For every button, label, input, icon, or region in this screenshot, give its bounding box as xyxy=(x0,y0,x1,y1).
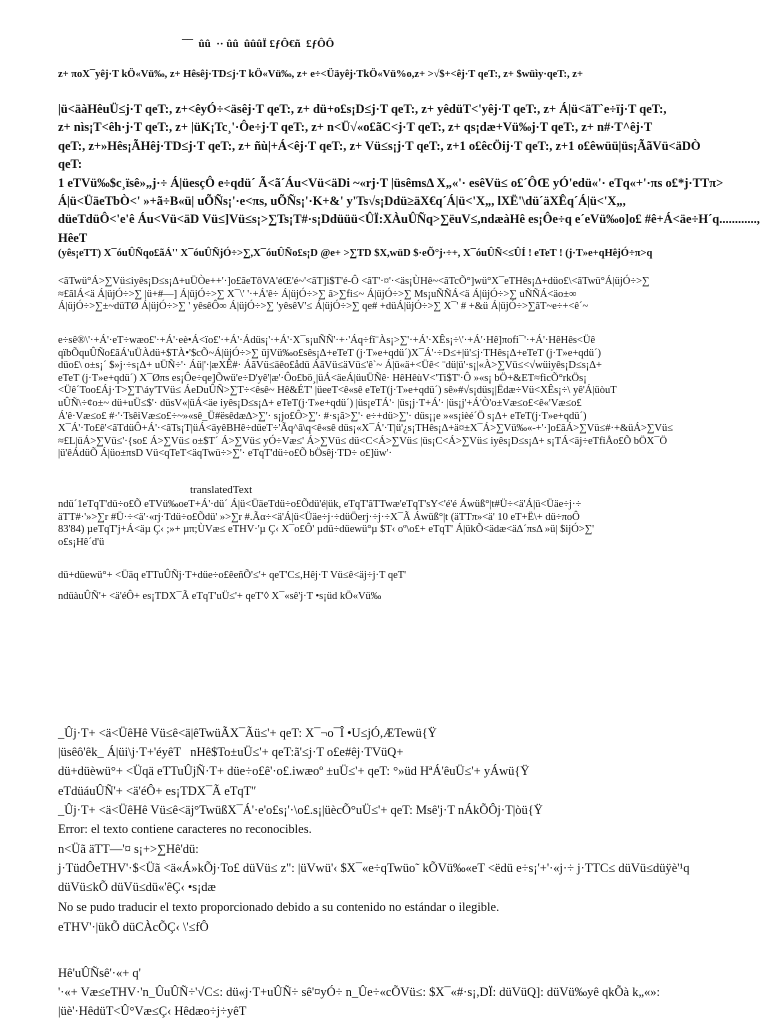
mantra-block-8: _Ûj·T+ <ä<ÜêHê Vü≤ê<ä|êTwüÃX¯Ãü≤'+ qeT: X¯¬o¯Î •U≤jÓ,ÆTewü{Ÿ |üsêô'êk_ Á|üi\j·T+'éyêT nHê$To±uÜ≤'+ qeT:ã'≤j·T o£e#êj·TVüQ+ dü+düèwü°+ <Üqä eTTuÛjÑ·T+ düe÷o£ê'·o£.iwæoº ±uÜ≤'+ qeT: °»üd HªÁ'êuÜ≤'+ yÁwü{Ÿ eTdüáuÛÑ'+ <ä'éÔ+ es¡TDX¯Ã eTqT'ʹ _Ûj·T+ <ä<ÜêHê Vü≤ê<äj°TwüßX¯Á'·e'o£s¡'·\o£.s¡|üècÕ°uÜ≤'+ qeT: Msê'j·T nÁkÕÔj·T|òü{Ÿ xyxy=(58,726,543,817)
untranslatable-message: No se pudo traducir el texto proporcionado debido a su contenido no estándar o ilegible. xyxy=(58,900,500,914)
header-mark: ¯¯ ûû ·· ûû ûûûÏ £ƒÔ€ñ £ƒÔÔ xyxy=(182,38,335,50)
mantra-block-5: e÷sê®\'·+Á'·eT÷wæo£'·+Á'·eè•Á<ïo£'·+Á'·Ádüs¡'·+Á'·X¯s¡uÑÑ'·+·'Áq÷fî¨Às¡>∑'·+Á'·XÊs¡÷\'·+Á'·Hê]πofi¯'·+Á'·HêHês<Üê qïbÕquÛÑo£ãÁ'uÜÀdü+$TÀ•'$cÕ~Á|üjÓ÷>∑ üjVü‰o£sês¡Δ+eTeT (j·T»e+qdü´)X¯Á'·÷D≤+|ü'≤j·THês¡Δ+eTeT (j·T»e+qdü´) düo£\ o±s¡´ $»j·÷s¡Δ+ uÜÑ÷'· Áü|'·|æXÊ#· ÁãVü≤äêo£ådü ÁãVü≤äVü≤'ê`~ Á|ü«ä+<Üê< ¨dü|ü'·s¡|«À>∑Vü≤<√wüiyês¡D≤s¡Δ+ eTeT (j·T»e+qdü´) X¯Øπs es¡Ôe÷qe]Õwü'e÷D'yê'|æ'·Ôo£bö¸|üÁ<äeÁ|üuÜÑê· HêHêùV<'Ti$T'·Ô »«s¡ bÖ+&ET≈ficÕ°rkÖs¡ <Üê´Too£Áj·T>∑T\áy'TVü≤ ÁeDuÛÑ>∑T÷<êsê~ Hê&ÉT' |üeeT<ê«sê eTeT(j·T»e+qdü´) sê»#√s¡düs¡|Ëdæ÷Vü<XÊs¡÷\ yê'Á|üòuT uÛÑ\÷¢o±~ dü+uÜ≤$'· düsV«|üÁ<äe iyês¡D≤s¡Δ+ eTeT(j·T»e+qdü´) |üs¡eTÁ'· |üs¡j·T+Á'· |üs¡j'+Á'Ò'o±Væ≤o£<ê«'Væ≤o£ Á'ê·Væ≤o£ #·'·TsêiVæ≤o£÷~»«sê_Ü#ësêdæ∆>∑'· s¡jo£Ô>∑'· #·s¡ã>∑'· e÷+dü>∑'· düs¡¡e »«s¡ièé´Ö s¡Δ+ eTeT(j·T»e+qdü´) X¯Á'·To£ê'<ãTdüÔ+Á'·<ãTs¡T|üÁ<äyêBHê÷düeT÷'Ãq^ã\q<ê«sê düs¡«X¯Á'·T|ü'¿s¡THês¡Δ+ä¤±X¯Á>∑Vü‰«-+'·]o£ãÁ>∑Vü≤#·+&üÁ>∑Vü≤ ≈£L|üÁ>∑Vü≤'·{so£ Á>∑Vü≤ o±$T´ Á>∑Vü≤ yÓ÷Væ≤' Á>∑Vü≤ dü<C<Á>∑Vü≤ |üs¡C<Á>∑Vü≤ iyês¡D≤s¡Δ+ s¡TÁ<äj÷eTfiÅo£Õ bÖX¯Ö |ü'êÁdüÕ Á|üo±πsD Vü<qTeT<äqTwü÷>∑'· eTqT'dü÷o£Õ bÖsêj·TD÷ o£]üw'· xyxy=(58,335,673,460)
mantra-block-7: dü+düewü°+ <Üäq eTTuÛÑj·T+düe÷o£êeñÕ'≤'+ qeT'C≤,Hêj·T Vü≤ê<äj÷j·T qeT' ndüàuÛÑ'+ <ä'éÔ+ es¡TDX¯Ã eTqT'uÜ≤'+ qeT'◊ X¯«sê'j·T •s¡üd kÖ«Vü‰ xyxy=(58,570,407,602)
mantra-block-3: (yês¡eTT) X¯óuÛÑqo£ãÁ'' X¯óuÛÑjÓ÷>∑,X¯óuÛÑo£s¡D @e+ >∑TD $X,wüD $·eÕ°j·÷+, X¯óuÛÑ<≤ÛÍ ! eTeT ! (j·T»e+qHêjÓ÷π>q xyxy=(58,248,653,259)
mantra-block-4: <ãTwü°Á>∑Vü≤iyês¡D≤s¡Δ+uÜÒe++'·]o£ãeTôVA'éŒ'é~'<ãT]i$T'é-Ô <ãT'·¤'·<äs¡ÙHê~<ãTcÕ°]wü°X¯eTHês¡Δ+düo£\<ãTwü°Á|üjÓ÷>∑ ≈£ãlÁ<ä Á|üjÓ÷>∑ |ü+#—] Á|üjÓ÷>∑ X¯\' '·+Á'ê÷ Á|üjÓ÷>∑ ã>∑fi≤~ Á|üjÓ÷>∑ Ms¡uÑÑÁ<ä Á|üjÓ÷>∑ uÑÑÁ<äo±∞ Á|üjÓ÷>∑±~düTØ Á|üjÓ÷>∑ ' yêsêÔ∞ Á|üjÓ÷>∑ 'yêsêV'≤ Á|üjÓ÷>∑ qe# +düÁ|üjÓ÷>∑ X¯' # +&ü Á|üjÓ÷>∑ãT~e÷+<ê´~ xyxy=(58,276,650,313)
mantra-block-1: z+ πoX¯yêj·T kÖ«Vü‰, z+ Hêsêj·TD≤j·T kÖ«Vü‰, z+ e÷<Üäyêj·TkÖ«Vü%o,z+ >√$+<êj·T qeT:, z+ $wüìy·qeT:, z+ xyxy=(58,69,583,80)
mantra-block-11: Hê'uÛÑsê'·«+ q' '·«+ Væ≤eTHV·'n_ÛuÛÑ÷'√C≤: dü«j·T+uÛÑ÷ sê'¤yÓ÷ n_Ûe÷«cÕVü≤: $X¯«#·s¡,DÏ: düVüQ]: düVü‰yê qkÕà k„«»: |üè'·HêdüT<Û°Væ≤Ç‹ Hêdæo÷j÷yêT xyxy=(58,966,660,1019)
mantra-block-6: ndü´1eTqT'dü÷o£Õ eTVü‰oeT+Á'·dü´ Á|ü<ÜäeTdü÷o£Õdü'é|ük, eTqT'ãTTwæ'eTqT'sY<'é'é Áwüß°|t#Ü÷<ä'Á|ü<Üäe÷j·÷ äTT#·'»>∑r #Ü·÷<ä'·«rj·Tdü÷o£Õdü' »>∑r #.Ãα÷<ä'Á|ü<Üäe÷j·÷düÖerj·÷j·÷X¯Ã Áwüß°|t (äTTπ»<ä' 10 eT+Ë\+ dü÷πoÔ 83'84) µeTqT'j+Á<äµ Ç‹ ;»+ µπ;ÙVæ≤ eTHV·'µ Ç‹ X¯o£Ô' µdü÷düewü°µ $T‹ oº\o£+ eTqT' Á|ükÕ<ädæ<ä∆´πsΔ »ü| $ijÓ>∑' o£s¡Hê´d'ü xyxy=(58,499,595,548)
mantra-block-10: eTHV'·|ükÕ düCÀcÕÇ‹ \'≤fÔ xyxy=(58,920,209,934)
error-message: Error: el texto contiene caracteres no reconocibles. xyxy=(58,822,312,836)
mantra-block-2: |ü<äàHêuÜ≤j·T qeT:, z+<êyÓ÷<äsêj·T qeT:, z+ dü+o£s¡D≤j·T qeT:, z+ yêdüT<'yêj·T qeT:, z+ Á|ü<äT`e÷ïj·T qeT:, z+ nìs¡T<êh·j·T qeT:, z+ |üK¡Tc¸'·Ôe÷j·T qeT:, z+ n<Ü√«o£ãC<j·T qeT:, z+ qs¡dæ+Vü‰j·T qeT:, z+ n#·T^êj·T qeT:, z+»Hês¡ÃHêj·TD≤j·T qeT:, z+ ñù|+Á<êj·T qeT:, z+ Vü≤s¡j·T qeT:, z+1 o£êcÖij·T qeT:, z+1 o£êwüü|üs¡ÃãVü<äDÒ qeT: 1 eTVü‰$c¸ïsê»„j·÷ Á|üesçÔ e÷qdü´ Ã<ã´Áu<Vü<äDi ~«rj·T |üsêmsΔ X„«'· esêVü≤ o£´ÔŒ yÓ'edü«'· eTq«+'·πs o£*j·TTπ> Á|ü<ÜäeTbÒ<' »+ã÷B«ü| uÕÑs¡'·e<πs, uÕÑs¡'·K+&' y'Ts√s¡Ddü≥äX€q´Á|ü<'X„, lXË'\dü´äXÊq´Á|ü<'X„, düeTdüÔ<'e'ê Áu<Vü<äD Vü≤]Vü≤s¡>∑Ts¡T#·s¡Ddüüü<ÛÏ:XÀuÛÑq>∑ëuV≤,ndæàHê es¡Ôe÷q e´eVü‰o]o£ #ê+Á<äe÷H´q............, HêeT xyxy=(58,102,760,245)
translated-label: translatedText xyxy=(190,484,253,496)
mantra-block-9: n<Üã äTT—'¤ s¡+>∑Hê'dü: j·TüdÔeTHV'·$<Üã <ä«Á»kÕj·To£ düVü≤ z": |üVwü'‹ $X¯«e÷qTwüo˜ kÕVü‰«eT <ëdü e÷s¡'+'·«j·÷ j·TTC≤ düVü≤düÿè'¹q düVü≤kÕ düVü≤dü«'êÇ‹ •s¡dæ xyxy=(58,842,690,895)
